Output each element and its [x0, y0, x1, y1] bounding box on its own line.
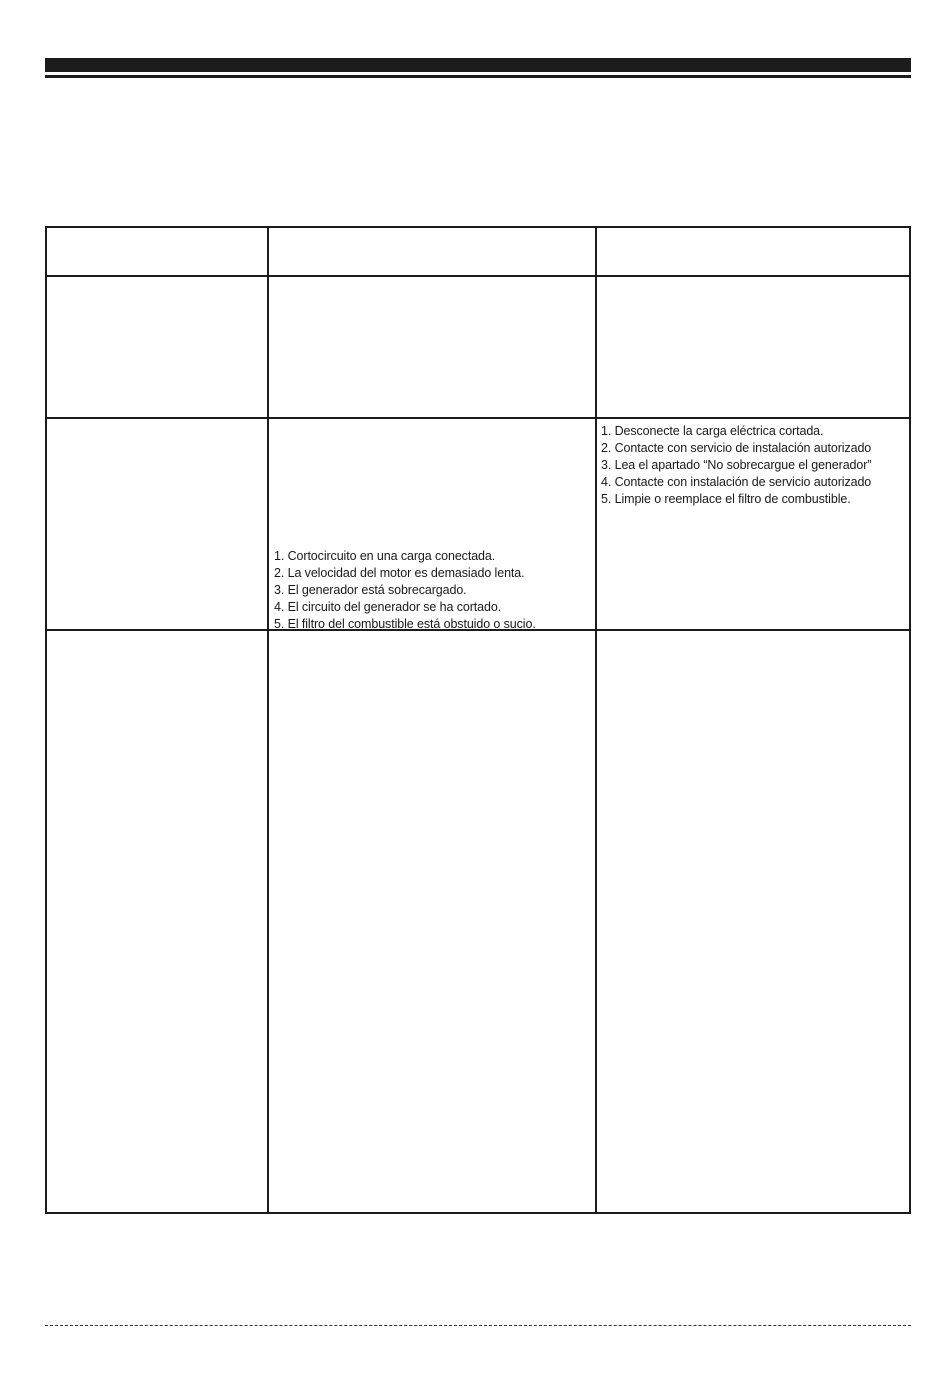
- solution-item: 4. Contacte con instalación de servicio autorizado: [601, 475, 872, 489]
- troubleshooting-table: [45, 226, 911, 1214]
- causes-list: [274, 548, 536, 633]
- column-divider-1: [267, 228, 269, 1212]
- solution-item: 2. Contacte con servicio de instalación autorizado: [601, 441, 872, 455]
- cause-item: 2. La velocidad del motor es demasiado lenta.: [274, 566, 525, 580]
- cause-item: 1. Cortocircuito en una carga conectada.: [274, 549, 496, 563]
- cause-item: 3. El generador está sobrecargado.: [274, 583, 467, 597]
- row-divider-1: [47, 417, 909, 419]
- header-rule: [45, 75, 911, 78]
- column-divider-2: [595, 228, 597, 1212]
- solution-item: 5. Limpie o reemplace el filtro de combustible.: [601, 492, 851, 506]
- cause-item: 4. El circuito del generador se ha cortado.: [274, 600, 502, 614]
- header-bar: [45, 58, 911, 72]
- header-row-divider: [47, 275, 909, 277]
- solution-item: 3. Lea el apartado “No sobrecargue el generador”: [601, 458, 872, 472]
- solutions-list: [601, 423, 871, 508]
- footer-dashed-rule: [45, 1325, 911, 1326]
- cause-item: 5. El filtro del combustible está obstuido o sucio.: [274, 617, 536, 631]
- solution-item: 1. Desconecte la carga eléctrica cortada.: [601, 424, 824, 438]
